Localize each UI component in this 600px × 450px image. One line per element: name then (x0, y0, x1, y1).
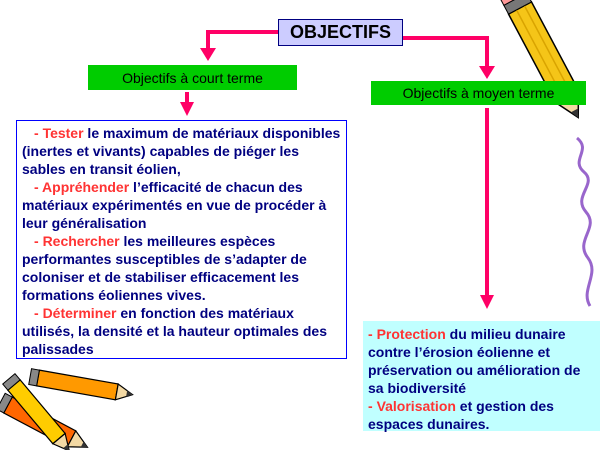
arrow-head (479, 66, 495, 79)
short-term-item (22, 232, 342, 304)
item-text: les meilleures espèces performantes susceptibles de s’adapter de coloniser et de stabiliser efficacement les formations éoliennes vives. (22, 233, 307, 303)
item-dash: - (34, 233, 43, 249)
short-term-item (22, 124, 342, 178)
item-text: et gestion des espaces dunaires. (368, 398, 554, 432)
item-dash: - (34, 125, 43, 141)
short-term-heading: Objectifs à court terme (88, 65, 297, 90)
short-term-item (22, 178, 342, 232)
item-text: en fonction des matériaux utilisés, la densité et la hauteur optimales des palissades (22, 305, 327, 357)
item-keyword: Tester (42, 125, 84, 141)
item-keyword: Appréhender (42, 179, 130, 195)
medium-term-objectives-panel (363, 321, 600, 431)
short-term-item (22, 304, 342, 358)
arrow-head (180, 102, 194, 116)
item-keyword: Rechercher (42, 233, 120, 249)
item-text: le maximum de matériaux disponibles (inertes et vivants) capables de piéger les sables en transit éolien, (22, 125, 341, 177)
pencil-icon (499, 0, 590, 124)
pencil-icon (29, 369, 134, 403)
item-dash: - (34, 179, 43, 195)
item-dash: - (368, 326, 377, 342)
medium-term-heading: Objectifs à moyen terme (371, 81, 586, 105)
item-dash: - (368, 398, 377, 414)
short-term-objectives-panel (16, 120, 347, 359)
connector-to-short-term (208, 32, 278, 50)
item-text: du milieu dunaire contre l’érosion éolienne et préservation ou amélioration de sa biodiversité (368, 326, 581, 396)
item-keyword: Protection (376, 326, 446, 342)
item-dash: - (34, 305, 43, 321)
item-text: l’efficacité de chacun des matériaux expérimentés en vue de procéder à leur généralisation (22, 179, 327, 231)
item-keyword: Valorisation (376, 398, 456, 414)
squiggle-line (577, 138, 592, 306)
medium-term-item (368, 325, 598, 397)
item-keyword: Déterminer (42, 305, 117, 321)
connector-to-medium-term (403, 38, 487, 68)
arrow-head (200, 48, 216, 61)
title-box: OBJECTIFS (278, 19, 403, 46)
arrow-head (480, 295, 494, 309)
medium-term-item (368, 397, 598, 433)
